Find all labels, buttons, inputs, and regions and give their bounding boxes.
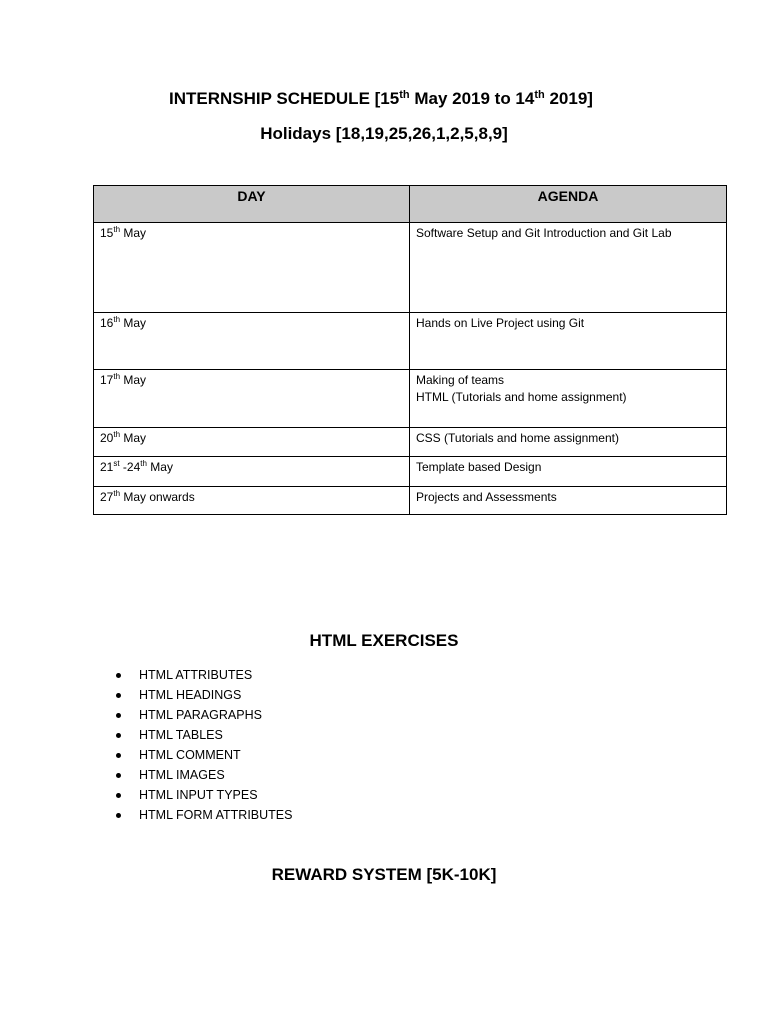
agenda-cell: Making of teams HTML (Tutorials and home assignment) (410, 370, 727, 428)
day-cell: 17th May (94, 370, 410, 428)
agenda-cell: CSS (Tutorials and home assignment) (410, 428, 727, 457)
list-item: HTML HEADINGS (114, 685, 292, 705)
column-header-agenda: AGENDA (410, 186, 727, 223)
table-row (94, 370, 727, 428)
exercises-list (114, 665, 292, 825)
table-header-row (94, 186, 727, 223)
list-item: HTML COMMENT (114, 745, 292, 765)
holidays-heading: Holidays [18,19,25,26,1,2,5,8,9] (260, 124, 508, 143)
table-row (94, 223, 727, 313)
list-item: HTML INPUT TYPES (114, 785, 292, 805)
table-row (94, 313, 727, 370)
reward-heading: REWARD SYSTEM [5K-10K] (271, 865, 497, 884)
schedule-table (93, 185, 727, 515)
day-cell: 16th May (94, 313, 410, 370)
agenda-cell: Projects and Assessments (410, 487, 727, 515)
day-cell: 21st -24th May (94, 457, 410, 487)
day-cell: 15th May (94, 223, 410, 313)
day-cell: 20th May (94, 428, 410, 457)
exercises-heading: HTML EXERCISES (309, 631, 459, 650)
list-item: HTML TABLES (114, 725, 292, 745)
agenda-cell: Template based Design (410, 457, 727, 487)
table-row (94, 457, 727, 487)
schedule-title: INTERNSHIP SCHEDULE [15th May 2019 to 14th 2019] (169, 89, 593, 108)
table-row (94, 428, 727, 457)
list-item: HTML PARAGRAPHS (114, 705, 292, 725)
list-item: HTML FORM ATTRIBUTES (114, 805, 292, 825)
list-item: HTML IMAGES (114, 765, 292, 785)
agenda-cell: Hands on Live Project using Git (410, 313, 727, 370)
agenda-cell: Software Setup and Git Introduction and Git Lab (410, 223, 727, 313)
day-cell: 27th May onwards (94, 487, 410, 515)
table-row (94, 487, 727, 515)
column-header-day: DAY (94, 186, 410, 223)
list-item: HTML ATTRIBUTES (114, 665, 292, 685)
